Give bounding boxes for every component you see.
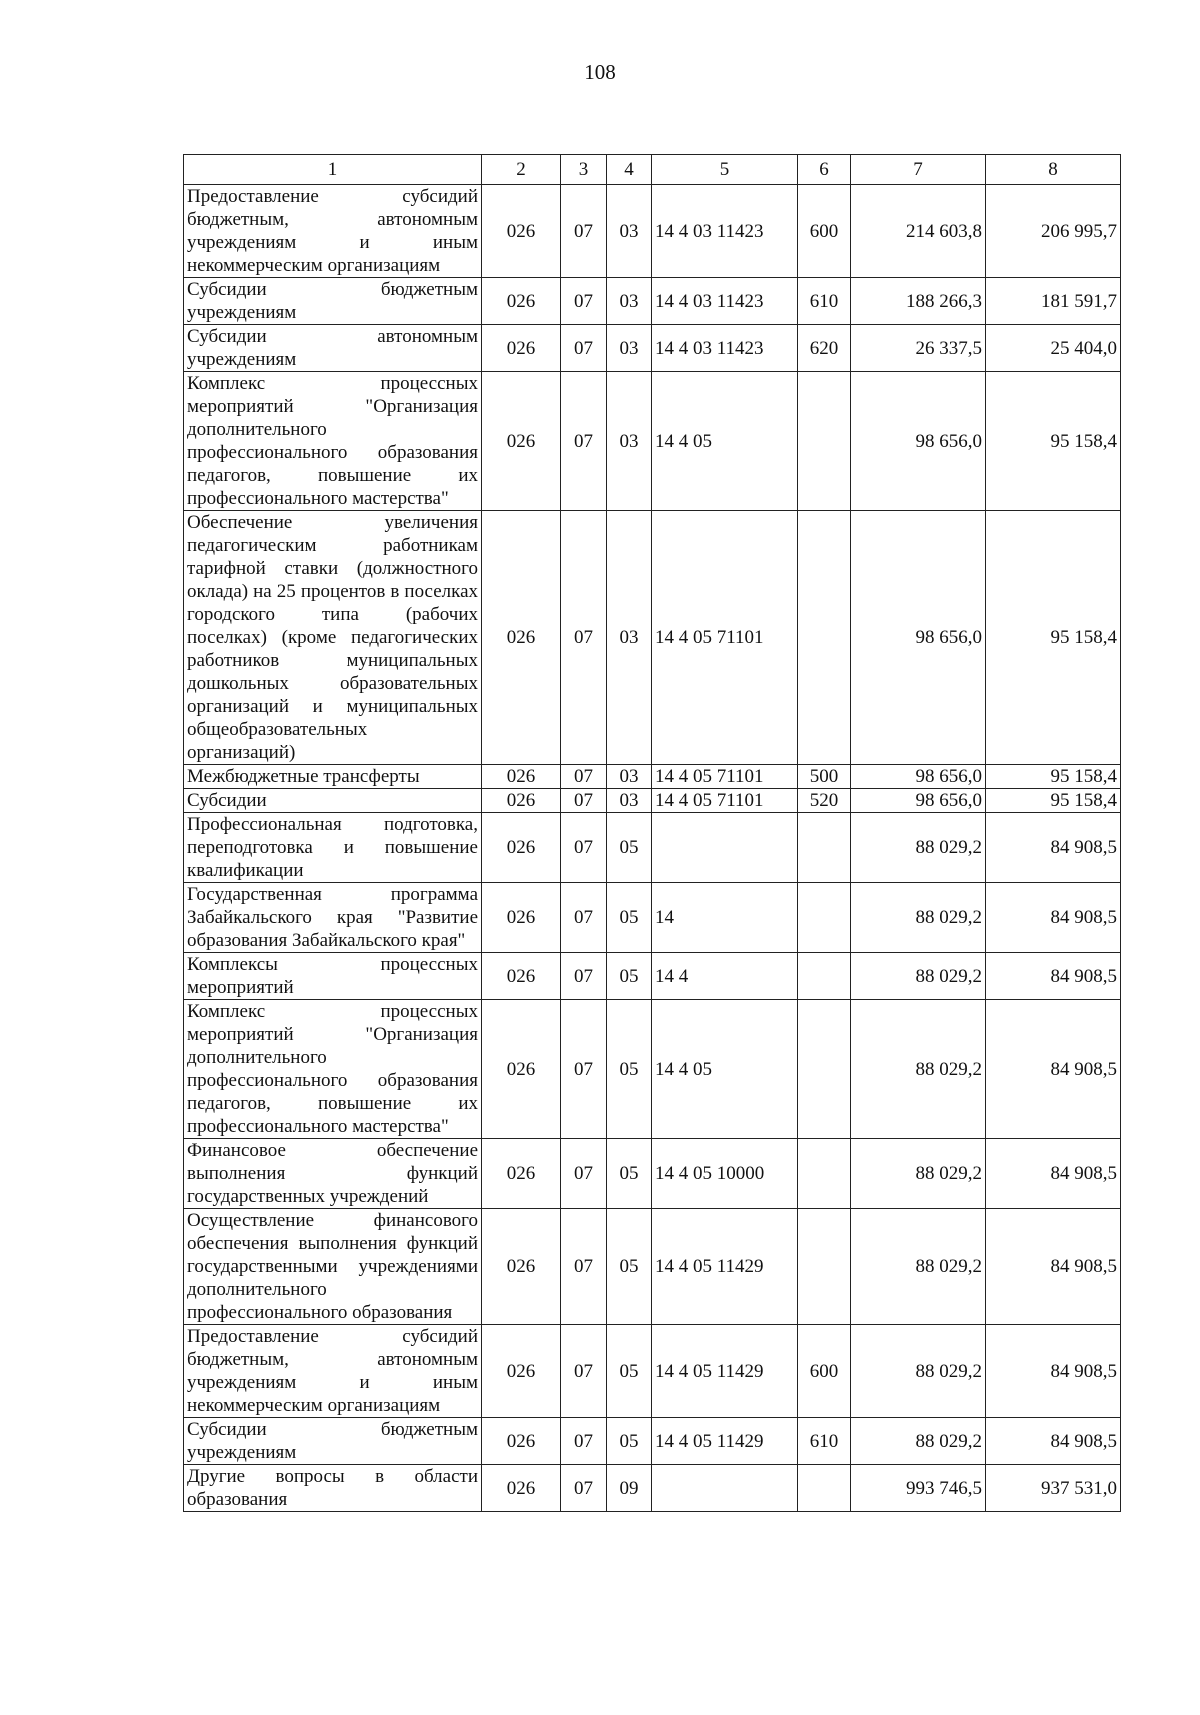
admin-code-cell: 026 (482, 789, 561, 813)
row-name-cell: Предоставление субсидий бюджетным, автономным учреждениям и иным некоммерческим организациям (184, 185, 482, 278)
amount-year2-cell: 95 158,4 (986, 372, 1121, 511)
header-row (184, 155, 1121, 185)
target-article-cell: 14 4 05 (652, 372, 798, 511)
amount-year1-cell: 993 746,5 (851, 1465, 986, 1512)
expense-type-cell (798, 883, 851, 953)
expense-type-cell (798, 511, 851, 765)
target-article-cell: 14 4 05 10000 (652, 1139, 798, 1209)
expense-type-cell (798, 1209, 851, 1325)
table-row (184, 1465, 1121, 1512)
admin-code-cell: 026 (482, 1209, 561, 1325)
column-header: 1 (184, 155, 482, 185)
admin-code-cell: 026 (482, 278, 561, 325)
target-article-cell: 14 (652, 883, 798, 953)
subsection-cell: 05 (607, 883, 652, 953)
target-article-cell: 14 4 05 11429 (652, 1325, 798, 1418)
admin-code-cell: 026 (482, 1000, 561, 1139)
subsection-cell: 05 (607, 1000, 652, 1139)
subsection-cell: 05 (607, 1209, 652, 1325)
admin-code-cell: 026 (482, 511, 561, 765)
amount-year2-cell: 95 158,4 (986, 765, 1121, 789)
target-article-cell (652, 813, 798, 883)
table-row (184, 1000, 1121, 1139)
expense-type-cell (798, 1139, 851, 1209)
table-row (184, 511, 1121, 765)
row-name-cell: Субсидии (184, 789, 482, 813)
section-cell: 07 (561, 883, 607, 953)
table-row (184, 813, 1121, 883)
amount-year1-cell: 88 029,2 (851, 1139, 986, 1209)
amount-year2-cell: 84 908,5 (986, 1000, 1121, 1139)
admin-code-cell: 026 (482, 883, 561, 953)
target-article-cell: 14 4 05 71101 (652, 765, 798, 789)
row-name-cell: Государственная программа Забайкальского края "Развитие образования Забайкальского края" (184, 883, 482, 953)
row-name-cell: Субсидии бюджетным учреждениям (184, 1418, 482, 1465)
column-header: 4 (607, 155, 652, 185)
subsection-cell: 05 (607, 1325, 652, 1418)
section-cell: 07 (561, 1139, 607, 1209)
column-header: 2 (482, 155, 561, 185)
amount-year2-cell: 95 158,4 (986, 511, 1121, 765)
section-cell: 07 (561, 1418, 607, 1465)
table-row (184, 765, 1121, 789)
admin-code-cell: 026 (482, 1465, 561, 1512)
amount-year1-cell: 98 656,0 (851, 511, 986, 765)
amount-year1-cell: 26 337,5 (851, 325, 986, 372)
admin-code-cell: 026 (482, 953, 561, 1000)
expense-type-cell: 520 (798, 789, 851, 813)
amount-year1-cell: 88 029,2 (851, 1325, 986, 1418)
expense-type-cell (798, 372, 851, 511)
expense-type-cell: 620 (798, 325, 851, 372)
row-name-cell: Межбюджетные трансферты (184, 765, 482, 789)
expense-type-cell: 500 (798, 765, 851, 789)
section-cell: 07 (561, 813, 607, 883)
row-name-cell: Финансовое обеспечение выполнения функций государственных учреждений (184, 1139, 482, 1209)
amount-year1-cell: 88 029,2 (851, 953, 986, 1000)
row-name-cell: Обеспечение увеличения педагогическим работникам тарифной ставки (должностного оклада) на 25 процентов в поселках городского типа (рабочих поселках) (кроме педагогических работников муниципальных дошкольных образовательных организаций и муниципальных общеобразовательных организаций) (184, 511, 482, 765)
expense-type-cell (798, 1000, 851, 1139)
amount-year1-cell: 98 656,0 (851, 372, 986, 511)
amount-year1-cell: 98 656,0 (851, 765, 986, 789)
section-cell: 07 (561, 953, 607, 1000)
row-name-cell: Субсидии бюджетным учреждениям (184, 278, 482, 325)
amount-year2-cell: 25 404,0 (986, 325, 1121, 372)
amount-year2-cell: 206 995,7 (986, 185, 1121, 278)
section-cell: 07 (561, 1325, 607, 1418)
section-cell: 07 (561, 325, 607, 372)
table-row (184, 185, 1121, 278)
subsection-cell: 05 (607, 813, 652, 883)
target-article-cell: 14 4 05 71101 (652, 511, 798, 765)
admin-code-cell: 026 (482, 765, 561, 789)
row-name-cell: Комплексы процессных мероприятий (184, 953, 482, 1000)
table-row (184, 1325, 1121, 1418)
table-row (184, 278, 1121, 325)
amount-year2-cell: 84 908,5 (986, 813, 1121, 883)
amount-year1-cell: 88 029,2 (851, 813, 986, 883)
section-cell: 07 (561, 1209, 607, 1325)
row-name-cell: Профессиональная подготовка, переподготовка и повышение квалификации (184, 813, 482, 883)
table-row (184, 1139, 1121, 1209)
target-article-cell: 14 4 05 11429 (652, 1418, 798, 1465)
amount-year2-cell: 95 158,4 (986, 789, 1121, 813)
amount-year1-cell: 98 656,0 (851, 789, 986, 813)
section-cell: 07 (561, 1000, 607, 1139)
table-row (184, 325, 1121, 372)
section-cell: 07 (561, 185, 607, 278)
expense-type-cell (798, 1465, 851, 1512)
expense-type-cell: 610 (798, 1418, 851, 1465)
amount-year2-cell: 84 908,5 (986, 883, 1121, 953)
amount-year1-cell: 88 029,2 (851, 883, 986, 953)
amount-year2-cell: 84 908,5 (986, 1418, 1121, 1465)
amount-year2-cell: 181 591,7 (986, 278, 1121, 325)
target-article-cell: 14 4 05 (652, 1000, 798, 1139)
row-name-cell: Другие вопросы в области образования (184, 1465, 482, 1512)
row-name-cell: Субсидии автономным учреждениям (184, 325, 482, 372)
section-cell: 07 (561, 372, 607, 511)
amount-year1-cell: 88 029,2 (851, 1209, 986, 1325)
amount-year2-cell: 84 908,5 (986, 1139, 1121, 1209)
column-header: 7 (851, 155, 986, 185)
target-article-cell (652, 1465, 798, 1512)
expense-type-cell (798, 953, 851, 1000)
expense-type-cell: 600 (798, 185, 851, 278)
amount-year1-cell: 214 603,8 (851, 185, 986, 278)
amount-year2-cell: 84 908,5 (986, 1209, 1121, 1325)
subsection-cell: 05 (607, 1139, 652, 1209)
table-row (184, 372, 1121, 511)
section-cell: 07 (561, 789, 607, 813)
column-header: 8 (986, 155, 1121, 185)
table-row (184, 789, 1121, 813)
subsection-cell: 03 (607, 511, 652, 765)
subsection-cell: 03 (607, 765, 652, 789)
amount-year2-cell: 937 531,0 (986, 1465, 1121, 1512)
table-row (184, 953, 1121, 1000)
budget-table (183, 154, 1121, 1512)
admin-code-cell: 026 (482, 1418, 561, 1465)
admin-code-cell: 026 (482, 372, 561, 511)
amount-year1-cell: 88 029,2 (851, 1000, 986, 1139)
table-row (184, 1209, 1121, 1325)
section-cell: 07 (561, 278, 607, 325)
admin-code-cell: 026 (482, 813, 561, 883)
amount-year2-cell: 84 908,5 (986, 1325, 1121, 1418)
subsection-cell: 05 (607, 1418, 652, 1465)
table-row (184, 883, 1121, 953)
section-cell: 07 (561, 511, 607, 765)
expense-type-cell: 600 (798, 1325, 851, 1418)
subsection-cell: 03 (607, 789, 652, 813)
target-article-cell: 14 4 03 11423 (652, 278, 798, 325)
row-name-cell: Комплекс процессных мероприятий "Организация дополнительного профессионального образования педагогов, повышение их профессионального мастерства" (184, 1000, 482, 1139)
target-article-cell: 14 4 05 71101 (652, 789, 798, 813)
section-cell: 07 (561, 1465, 607, 1512)
table-row (184, 1418, 1121, 1465)
expense-type-cell: 610 (798, 278, 851, 325)
amount-year1-cell: 188 266,3 (851, 278, 986, 325)
section-cell: 07 (561, 765, 607, 789)
subsection-cell: 03 (607, 185, 652, 278)
page-number: 108 (584, 60, 616, 84)
amount-year2-cell: 84 908,5 (986, 953, 1121, 1000)
subsection-cell: 03 (607, 325, 652, 372)
column-header: 6 (798, 155, 851, 185)
subsection-cell: 09 (607, 1465, 652, 1512)
amount-year1-cell: 88 029,2 (851, 1418, 986, 1465)
row-name-cell: Осуществление финансового обеспечения выполнения функций государственными учреждениями дополнительного профессионального образования (184, 1209, 482, 1325)
subsection-cell: 03 (607, 278, 652, 325)
target-article-cell: 14 4 05 11429 (652, 1209, 798, 1325)
target-article-cell: 14 4 (652, 953, 798, 1000)
subsection-cell: 03 (607, 372, 652, 511)
target-article-cell: 14 4 03 11423 (652, 325, 798, 372)
row-name-cell: Комплекс процессных мероприятий "Организация дополнительного профессионального образования педагогов, повышение их профессионального мастерства" (184, 372, 482, 511)
admin-code-cell: 026 (482, 1139, 561, 1209)
admin-code-cell: 026 (482, 185, 561, 278)
row-name-cell: Предоставление субсидий бюджетным, автономным учреждениям и иным некоммерческим организациям (184, 1325, 482, 1418)
column-header: 5 (652, 155, 798, 185)
target-article-cell: 14 4 03 11423 (652, 185, 798, 278)
column-header: 3 (561, 155, 607, 185)
admin-code-cell: 026 (482, 325, 561, 372)
table-body (184, 185, 1121, 1512)
expense-type-cell (798, 813, 851, 883)
subsection-cell: 05 (607, 953, 652, 1000)
admin-code-cell: 026 (482, 1325, 561, 1418)
